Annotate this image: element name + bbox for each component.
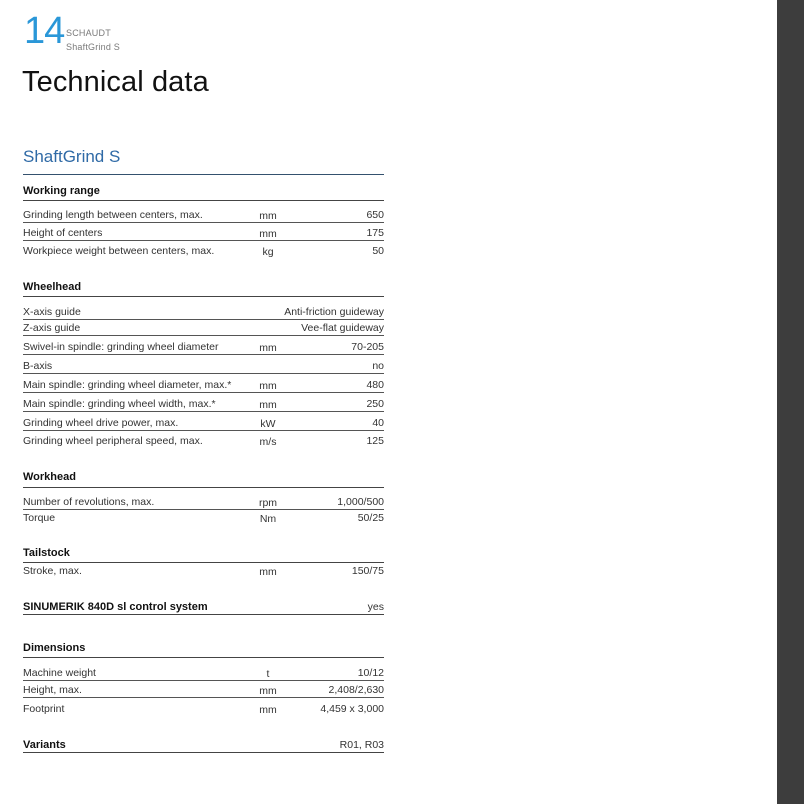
row-label: Grinding wheel drive power, max. <box>23 417 179 429</box>
row-label: Main spindle: grinding wheel width, max.* <box>23 398 216 410</box>
section-title-dimensions: Dimensions <box>23 642 86 654</box>
table-row <box>23 225 384 241</box>
product-name: ShaftGrind S <box>23 147 121 166</box>
row-value: 175 <box>366 227 384 239</box>
row-unit: mm <box>259 228 277 240</box>
row-unit: rpm <box>258 497 278 509</box>
table-row <box>23 358 384 374</box>
row-label: Main spindle: grinding wheel diameter, max.* <box>23 379 232 391</box>
table-row <box>23 665 384 681</box>
row-label: Stroke, max. <box>23 565 82 577</box>
row-label: Grinding length between centers, max. <box>23 209 203 221</box>
row-value: no <box>372 360 384 372</box>
row-unit: mm <box>259 342 277 354</box>
row-unit: mm <box>259 380 277 392</box>
table-row <box>23 396 384 412</box>
row-value: 10/12 <box>357 667 384 679</box>
section-title-control: SINUMERIK 840D sl control system <box>23 601 208 613</box>
section-title-working-range: Working range <box>23 185 100 197</box>
row-label: Number of revolutions, max. <box>23 496 155 508</box>
row-value: 480 <box>366 379 384 391</box>
brand-block <box>66 26 120 54</box>
row-label: Height of centers <box>23 227 103 239</box>
section-divider <box>23 657 384 658</box>
row-value: 70-205 <box>351 341 384 353</box>
row-value: Anti-friction guideway <box>284 306 384 318</box>
row-label: X-axis guide <box>23 306 81 318</box>
variants-row <box>23 737 384 753</box>
row-label: Machine weight <box>23 667 96 679</box>
row-value: 1,000/500 <box>337 496 384 508</box>
row-unit: mm <box>259 210 277 222</box>
brand-name: SCHAUDT <box>66 28 111 38</box>
row-value: 250 <box>366 398 384 410</box>
table-row <box>23 494 384 510</box>
row-value: 50 <box>372 245 384 257</box>
row-value: 125 <box>366 435 384 447</box>
row-label: Height, max. <box>23 684 82 696</box>
section-divider <box>23 200 384 201</box>
table-row <box>23 320 384 336</box>
row-value: 150/75 <box>351 565 384 577</box>
row-unit: t <box>266 668 270 680</box>
table-row <box>23 701 384 717</box>
row-unit: mm <box>259 566 277 578</box>
row-unit: mm <box>259 685 277 697</box>
section-title-wheelhead: Wheelhead <box>23 281 82 293</box>
table-row <box>23 304 384 320</box>
table-row <box>23 682 384 698</box>
row-value: 4,459 x 3,000 <box>320 703 384 715</box>
right-edge-strip <box>777 0 804 804</box>
table-row <box>23 243 384 259</box>
table-row <box>23 377 384 393</box>
row-unit: m/s <box>259 436 277 448</box>
row-value: 2,408/2,630 <box>328 684 384 696</box>
control-system-row <box>23 599 384 615</box>
page-number: 14 <box>24 10 65 52</box>
section-divider <box>23 487 384 488</box>
table-row <box>23 510 384 526</box>
table-row <box>23 207 384 223</box>
row-label: Z-axis guide <box>23 322 81 334</box>
row-value: yes <box>367 601 384 613</box>
section-title-tailstock: Tailstock <box>23 547 70 559</box>
row-value: 40 <box>372 417 384 429</box>
row-value: R01, R03 <box>339 739 384 751</box>
row-unit: Nm <box>259 513 277 525</box>
row-unit: mm <box>259 399 277 411</box>
row-value: 50/25 <box>357 512 384 524</box>
table-row <box>23 563 384 579</box>
section-divider <box>23 296 384 297</box>
product-divider <box>23 174 384 175</box>
row-value: 650 <box>366 209 384 221</box>
table-row <box>23 433 384 449</box>
section-title-variants: Variants <box>23 739 66 751</box>
table-row <box>23 339 384 355</box>
brand-product: ShaftGrind S <box>66 42 120 52</box>
row-value: Vee-flat guideway <box>301 322 384 334</box>
row-label: Torque <box>23 512 56 524</box>
row-label: Swivel-in spindle: grinding wheel diameter <box>23 341 219 353</box>
row-label: Workpiece weight between centers, max. <box>23 245 215 257</box>
page-title: Technical data <box>22 66 209 98</box>
row-label: Grinding wheel peripheral speed, max. <box>23 435 203 447</box>
row-label: Footprint <box>23 703 65 715</box>
table-row <box>23 415 384 431</box>
section-title-workhead: Workhead <box>23 471 76 483</box>
row-unit: mm <box>259 704 277 716</box>
row-unit: kg <box>262 246 274 258</box>
row-label: B-axis <box>23 360 53 372</box>
row-unit: kW <box>260 418 276 430</box>
